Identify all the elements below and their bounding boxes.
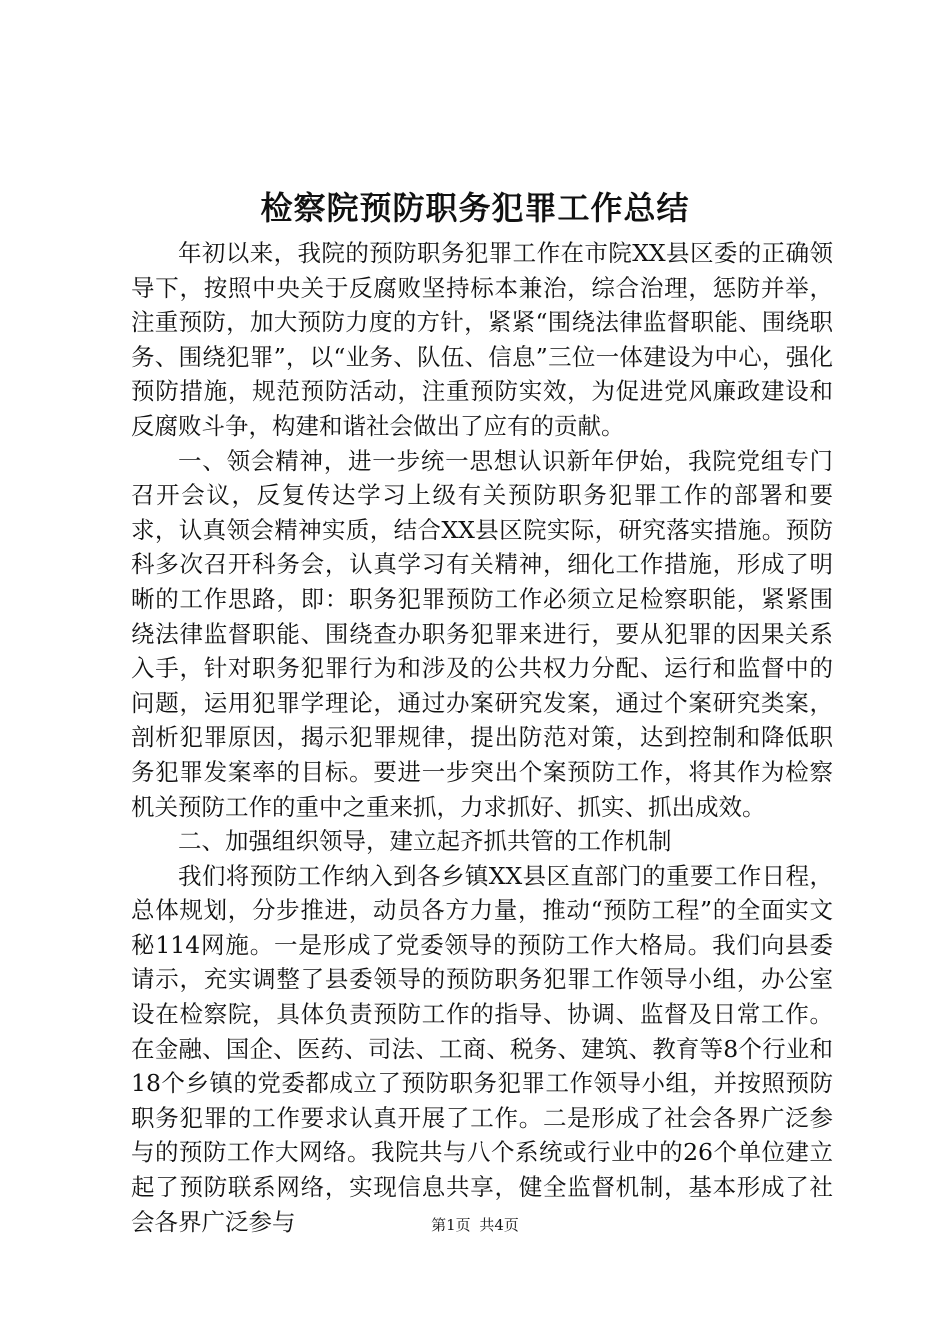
- page-total: 共4页: [479, 1216, 519, 1234]
- paragraph-intro: 年初以来，我院的预防职务犯罪工作在市院XX县区委的正确领导下，按照中央关于反腐败坚持标本兼治，综合治理，惩防并举，注重预防，加大预防力度的方针，紧紧“围绕法律监督职能、围绕职务、围绕犯罪”，以“业务、队伍、信息”三位一体建设为中心，强化预防措施，规范预防活动，注重预防实效，为促进党风廉政建设和反腐败斗争，构建和谐社会做出了应有的贡献。: [131, 239, 833, 440]
- paragraph-section-2: 我们将预防工作纳入到各乡镇XX县区直部门的重要工作日程，总体规划，分步推进，动员各方力量，推动“预防工程”的全面实文秘114网施。一是形成了党委领导的预防工作大格局。我们向县委请示，充实调整了县委领导的预防职务犯罪工作领导小组，办公室设在检察院，具体负责预防工作的指导、协调、监督及日常工作。在金融、国企、医药、司法、工商、税务、建筑、教育等8个行业和18个乡镇的党委都成立了预防职务犯罪工作领导小组，并按照预防职务犯罪的工作要求认真开展了工作。二是形成了社会各界广泛参与的预防工作大网络。我院共与八个系统或行业中的26个单位建立起了预防联系网络，实现信息共享，健全监督机制，基本形成了社会各界广泛参与: [131, 861, 833, 1236]
- document-title: 检察院预防职务犯罪工作总结: [260, 189, 690, 227]
- page-footer: [0, 1214, 950, 1236]
- section-heading-2: 二、加强组织领导，建立起齐抓共管的工作机制: [178, 827, 672, 856]
- document-body: [131, 236, 833, 1239]
- page-number: 第1页: [431, 1216, 471, 1234]
- paragraph-section-1: 一、领会精神，进一步统一思想认识新年伊始，我院党组专门召开会议，反复传达学习上级有关预防职务犯罪工作的部署和要求，认真领会精神实质，结合XX县区院实际，研究落实措施。预防科多次召开科务会，认真学习有关精神，细化工作措施，形成了明晰的工作思路，即：职务犯罪预防工作必须立足检察职能，紧紧围绕法律监督职能、围绕查办职务犯罪来进行，要从犯罪的因果关系入手，针对职务犯罪行为和涉及的公共权力分配、运行和监督中的问题，运用犯罪学理论，通过办案研究发案，通过个案研究类案，剖析犯罪原因，揭示犯罪规律，提出防范对策，达到控制和降低职务犯罪发案率的目标。要进一步突出个案预防工作，将其作为检察机关预防工作的重中之重来抓，力求抓好、抓实、抓出成效。: [131, 446, 833, 821]
